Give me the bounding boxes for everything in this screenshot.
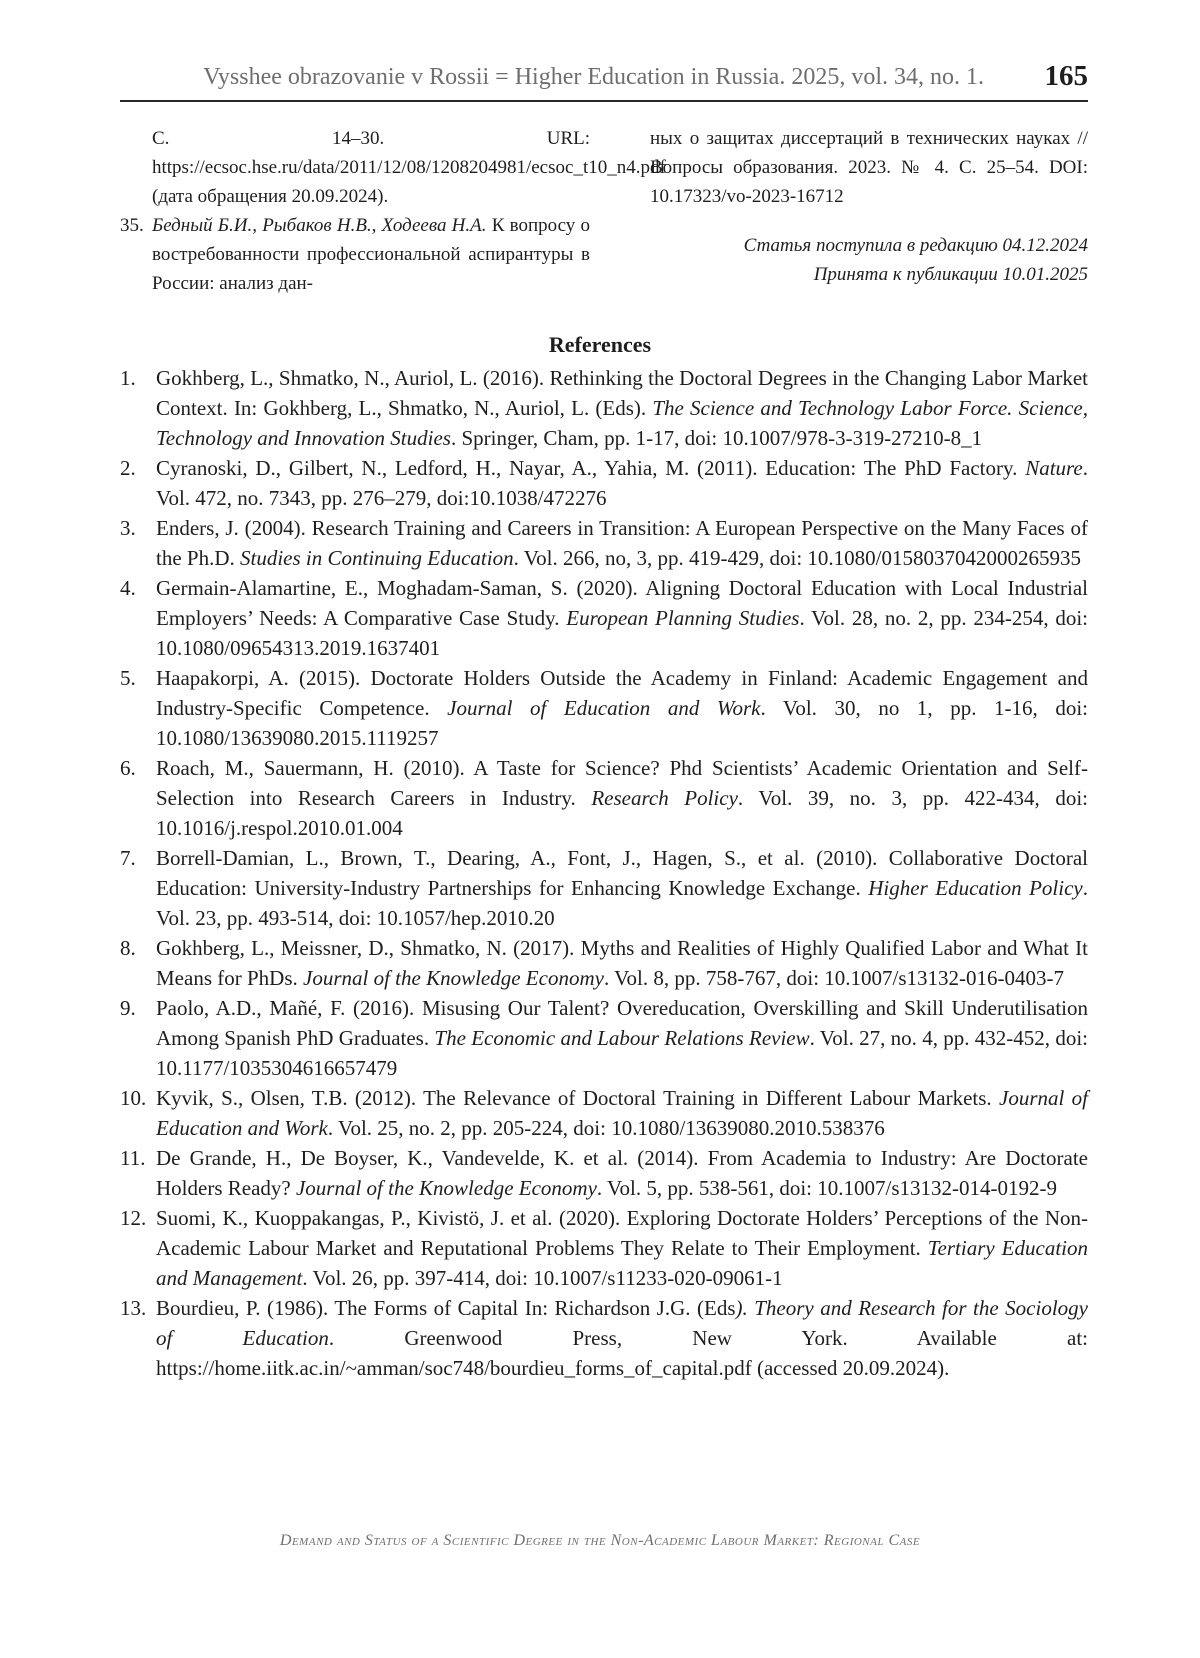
reference-text: С. 14–30. URL: https://ecsoc.hse.ru/data/2011/12/08/1208204981/ecsoc_t10_n4.pdf (дата обращения 20.09.2024). xyxy=(152,128,666,207)
reference-details: . Vol. 5, pp. 538-561, doi: 10.1007/s13132-014-0192-9 xyxy=(596,1176,1057,1200)
journal-title: Vysshee obrazovanie v Rossii = Higher Education in Russia. 2025, vol. 34, no. 1. xyxy=(203,64,984,90)
reference-source: Studies in Continuing Education xyxy=(240,546,514,570)
reference-source: Journal of the Knowledge Economy xyxy=(303,966,604,990)
accepted-date: Принята к публикации 10.01.2025 xyxy=(813,264,1088,285)
reference-text: Gokhberg, L., Shmatko, N., Auriol, L. (2016). Rethinking the Doctoral Degrees in the Changing Labor Market Context. In: Gokhberg, L., Shmatko, N., Auriol, L. (Eds). xyxy=(156,366,1088,420)
reference-item xyxy=(120,993,1088,1083)
reference-35 xyxy=(120,211,590,298)
references-heading: References xyxy=(548,332,652,357)
reference-details: . Vol. 30, no 1, pp. 1-16, doi: 10.1080/13639080.2015.1119257 xyxy=(156,696,1088,750)
reference-number: 1. xyxy=(120,366,136,390)
reference-details: . Vol. 472, no. 7343, pp. 276–279, doi:10.1038/472276 xyxy=(156,456,1088,510)
reference-source: Journal of Education and Work xyxy=(156,1086,1088,1140)
reference-number: 11. xyxy=(120,1146,146,1170)
reference-text: Roach, M., Sauermann, H. (2010). A Taste for Science? Phd Scientists’ Academic Orientation and Self-Selection into Research Careers in Industry. xyxy=(156,756,1088,810)
reference-item xyxy=(120,1203,1088,1293)
reference-source: Journal of the Knowledge Economy xyxy=(295,1176,597,1200)
article-dates xyxy=(650,231,1088,289)
reference-item xyxy=(120,1143,1088,1203)
reference-details: . Vol. 39, no. 3, pp. 422-434, doi: 10.1016/j.respol.2010.01.004 xyxy=(156,786,1089,840)
reference-details: . Vol. 8, pp. 758-767, doi: 10.1007/s13132-016-0403-7 xyxy=(603,966,1065,990)
reference-text: Enders, J. (2004). Research Training and Careers in Transition: A European Perspective on the Many Faces of the Ph.D. xyxy=(156,516,1088,570)
reference-source: Nature xyxy=(1025,456,1083,480)
reference-details: . Vol. 27, no. 4, pp. 432-452, doi: 10.1177/1035304616657479 xyxy=(156,1026,1089,1080)
reference-35-continuation xyxy=(650,124,1088,211)
reference-item xyxy=(120,663,1088,753)
right-column xyxy=(650,124,1088,289)
reference-details: . Vol. 26, pp. 397-414, doi: 10.1007/s11233-020-09061-1 xyxy=(302,1266,783,1290)
reference-source: Higher Education Policy xyxy=(868,876,1083,900)
reference-number: 5. xyxy=(120,666,136,690)
reference-text: К вопросу о востребованности профессиональной аспирантуры в России: анализ дан- xyxy=(152,215,590,294)
reference-item xyxy=(120,1293,1088,1383)
reference-number: 7. xyxy=(120,846,136,870)
running-header xyxy=(120,58,1088,102)
reference-34-continuation xyxy=(120,124,666,211)
reference-number: 8. xyxy=(120,936,136,960)
reference-source: Tertiary Education and Management xyxy=(156,1236,1088,1290)
running-footer: Demand and Status of a Scientific Degree in the Non-Academic Labour Market: Regional Case xyxy=(279,1532,921,1549)
reference-text: Cyranoski, D., Gilbert, N., Ledford, H., Nayar, A., Yahia, M. (2011). Education: The PhD Factory. xyxy=(156,456,1026,480)
reference-text: De Grande, H., De Boyser, K., Vandevelde, K. et al. (2014). From Academia to Industry: Are Doctorate Holders Ready? xyxy=(156,1146,1088,1200)
reference-text: Haapakorpi, A. (2015). Doctorate Holders Outside the Academy in Finland: Academic Engagement and Industry-Specific Competence. xyxy=(156,666,1088,720)
reference-details: . Vol. 266, no, 3, pp. 419-429, doi: 10.1080/0158037042000265935 xyxy=(513,546,1081,570)
reference-number: 2. xyxy=(120,456,136,480)
reference-item xyxy=(120,363,1088,453)
reference-number: 13. xyxy=(120,1296,147,1320)
reference-item xyxy=(120,573,1088,663)
reference-number: 9. xyxy=(120,996,136,1020)
reference-text: Germain-Alamartine, E., Moghadam-Saman, S. (2020). Aligning Doctoral Education with Local Industrial Employers’ Needs: A Comparative Case Study. xyxy=(156,576,1088,630)
reference-text: Suomi, K., Kuoppakangas, P., Kivistö, J. et al. (2020). Exploring Doctorate Holders’ Perceptions of the Non-Academic Labour Market and Reputational Problems They Relate to Their Employment. xyxy=(156,1206,1088,1260)
reference-item xyxy=(120,753,1088,843)
received-date: Статья поступила в редакцию 04.12.2024 xyxy=(743,235,1088,256)
reference-details: . Vol. 25, no. 2, pp. 205-224, doi: 10.1080/13639080.2010.538376 xyxy=(327,1116,885,1140)
reference-item xyxy=(120,1083,1088,1143)
reference-source: ). Theory and Research for the Sociology of Education xyxy=(156,1296,1088,1350)
reference-text: Bourdieu, P. (1986). The Forms of Capital In: Richardson J.G. (Eds xyxy=(156,1296,736,1320)
left-column xyxy=(120,124,666,298)
reference-source: Journal of Education and Work xyxy=(447,696,761,720)
reference-source: The Science and Technology Labor Force. Science, Technology and Innovation Studies xyxy=(156,396,1088,450)
reference-number: 4. xyxy=(120,576,136,600)
reference-authors: Бедный Б.И., Рыбаков Н.В., Ходеева Н.А. xyxy=(152,215,487,236)
reference-text: Kyvik, S., Olsen, T.B. (2012). The Relevance of Doctoral Training in Different Labour Markets. xyxy=(156,1086,999,1110)
reference-number: 6. xyxy=(120,756,136,780)
reference-text: Gokhberg, L., Meissner, D., Shmatko, N. (2017). Myths and Realities of Highly Qualified Labor and What It Means for PhDs. xyxy=(156,936,1088,990)
reference-source: Research Policy xyxy=(591,786,738,810)
reference-item xyxy=(120,453,1088,513)
page-number: 165 xyxy=(1044,60,1088,92)
reference-details: . Vol. 23, pp. 493-514, doi: 10.1057/hep.2010.20 xyxy=(156,876,1088,930)
reference-text: Borrell-Damian, L., Brown, T., Dearing, A., Font, J., Hagen, S., et al. (2010). Collaborative Doctoral Education: University-Industry Partnerships for Enhancing Knowledge Exchange. xyxy=(156,846,1088,900)
reference-number: 3. xyxy=(120,516,136,540)
reference-details: . Vol. 28, no. 2, pp. 234-254, doi: 10.1080/09654313.2019.1637401 xyxy=(156,606,1088,660)
reference-source: The Economic and Labour Relations Review xyxy=(434,1026,810,1050)
reference-number: 12. xyxy=(120,1206,147,1230)
reference-text: Paolo, A.D., Mañé, F. (2016). Misusing Our Talent? Overeducation, Overskilling and Skill Underutilisation Among Spanish PhD Graduates. xyxy=(156,996,1088,1050)
reference-number: 10. xyxy=(120,1086,147,1110)
reference-item xyxy=(120,933,1088,993)
reference-item xyxy=(120,843,1088,933)
reference-item xyxy=(120,513,1088,573)
reference-source: European Planning Studies xyxy=(566,606,800,630)
reference-details: . Springer, Cham, pp. 1-17, doi: 10.1007/978-3-319-27210-8_1 xyxy=(450,426,983,450)
reference-number: 35. xyxy=(120,215,144,236)
references-list xyxy=(120,363,1088,1383)
reference-text: ных о защитах диссертаций в технических науках // Вопросы образования. 2023. № 4. С. 25–54. DOI: 10.17323/vo-2023-16712 xyxy=(650,128,1088,207)
reference-details: . Greenwood Press, New York. Available at: https://home.iitk.ac.in/~amman/soc748/bourdieu_forms_of_capital.pdf (accessed 20.09.2024). xyxy=(156,1326,1089,1380)
russian-references-columns xyxy=(120,124,1088,324)
